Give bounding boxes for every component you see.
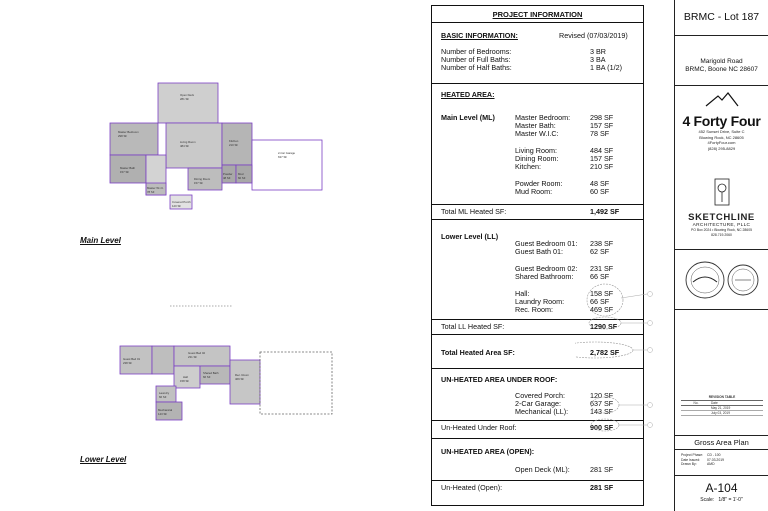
plan-label-mechanical: Mechanical: [158, 408, 173, 412]
main-room-label: Kitchen:: [515, 162, 541, 171]
revision-date: May 21, 2019: [711, 406, 731, 410]
half-baths-value: 1 BA (1/2): [590, 63, 622, 72]
main-room-value: 78 SF: [590, 129, 610, 138]
lower-room-value: 66 SF: [590, 272, 610, 281]
unheated-open-total-divider: [432, 480, 643, 481]
plan-label-master-bath: Master Bath: [120, 166, 136, 170]
room-guest-bath-01: [152, 346, 174, 374]
plan-area-mud: 60 SF: [238, 176, 246, 180]
lower-room-label: Guest Bedroom 02:: [515, 264, 578, 273]
firm1-line: (828) 295-8829: [707, 145, 736, 151]
plan-label-dining: Dining Room: [194, 177, 211, 181]
lower-room-value: 62 SF: [590, 247, 610, 256]
plan-area-wic: 78 SF: [147, 190, 155, 194]
plan-area-laundry: 66 SF: [159, 395, 167, 399]
plan-area-living: 484 SF: [180, 144, 190, 148]
revision-no: [681, 406, 711, 410]
revision-no: [681, 411, 711, 415]
stamp-area: [675, 250, 768, 310]
plan-area-guest-bed-02: 231 SF: [188, 355, 198, 359]
firm1-name: 4 Forty Four: [682, 113, 761, 129]
drawn-value: AMD: [707, 462, 715, 467]
sheet-scale: Scale: 1/8" = 1'-0": [700, 497, 743, 503]
seal-stamp-left: [686, 262, 724, 298]
plan-label-master-bedroom: Master Bedroom: [118, 130, 139, 134]
unheated-open-header-row: [432, 447, 643, 456]
title-block: [674, 0, 768, 511]
revision-tag-icon: [648, 403, 653, 408]
plan-area-master-bath: 157 SF: [120, 170, 130, 174]
main-room-label: Master Bath:: [515, 121, 556, 130]
revision-col-no: No.: [693, 401, 699, 405]
revision-tag-icon: [648, 423, 653, 428]
revision-heading: REVISION TABLE: [708, 395, 736, 399]
lower-room-value: 469 SF: [590, 305, 614, 314]
sheet-number-area: [675, 476, 768, 511]
plan-area-open-deck: 281 SF: [180, 97, 190, 101]
main-room-row: [432, 187, 643, 196]
plan-area-dining: 157 SF: [194, 181, 204, 185]
unheated-roof-value: 120 SF: [590, 391, 614, 400]
main-room-label: Living Room:: [515, 146, 557, 155]
issued-value: 07.03.2019: [707, 457, 724, 462]
revision-area: [675, 310, 768, 436]
plan-area-mechanical: 143 SF: [158, 412, 168, 416]
plan-label-wic: Master W.I.C.: [147, 186, 164, 190]
full-baths-value: 3 BA: [590, 55, 606, 64]
heated-area-divider: [432, 83, 643, 84]
revision-col-date: Date: [711, 401, 718, 405]
main-room-value: 157 SF: [590, 121, 614, 130]
total-ml-value: 1,492 SF: [590, 207, 620, 216]
plan-area-kitchen: 210 SF: [229, 143, 239, 147]
lower-level-label: Lower Level: [80, 455, 127, 464]
main-room-label: Master W.I.C:: [515, 129, 559, 138]
main-room-label: Powder Room:: [515, 179, 563, 188]
unheated-open-total-value: 281 SF: [590, 483, 614, 492]
plan-label-kitchen: Kitchen: [229, 139, 239, 143]
plan-label-open-deck: Open Deck: [180, 93, 194, 97]
professional-seal-stamps: [679, 255, 765, 305]
heated-header-row: [432, 90, 643, 99]
firm2-small: PO Box 2024 • Blowing Rock, NC 28605: [691, 228, 752, 232]
unheated-open-value: 281 SF: [590, 465, 614, 474]
main-room-value: 210 SF: [590, 162, 614, 171]
site-address: [675, 36, 768, 86]
main-room-value: 60 SF: [590, 187, 610, 196]
total-ml-divider: [432, 204, 643, 205]
firm1-line: Blowing Rock, NC 28605: [699, 134, 744, 140]
main-room-label: Mud Room:: [515, 187, 553, 196]
room-open-deck: [158, 83, 218, 123]
lower-room-label: Laundry Room:: [515, 297, 565, 306]
revision-tag-icon: [648, 348, 653, 353]
heated-area-heading: HEATED AREA:: [441, 90, 495, 99]
plan-area-rec-room: 469 SF: [235, 377, 245, 381]
revision-tag-icon: [648, 321, 653, 326]
total-heated-value: 2,782 SF: [590, 348, 620, 357]
unheated-roof-label: Mechanical (LL):: [515, 407, 569, 416]
plan-area-shared-bath: 66 SF: [203, 375, 211, 379]
main-level-plan: [110, 83, 322, 209]
issued-label: Date Issued:: [681, 457, 701, 462]
plan-area-hall-lower: 158 SF: [180, 379, 190, 383]
lower-room-row: [432, 247, 643, 256]
unheated-roof-heading: UN-HEATED AREA UNDER ROOF:: [441, 375, 558, 384]
main-room-label: Dining Room:: [515, 154, 559, 163]
main-room-row: [432, 162, 643, 171]
drawn-row: [681, 462, 768, 467]
main-level-heading: Main Level (ML): [441, 113, 495, 122]
lower-room-value: 158 SF: [590, 289, 614, 298]
lower-room-value: 231 SF: [590, 264, 614, 273]
room-garage: [252, 140, 322, 190]
plan-label-laundry: Laundry: [159, 391, 170, 395]
main-room-value: 157 SF: [590, 154, 614, 163]
unheated-open-row: [432, 465, 643, 474]
project-information-title: PROJECT INFORMATION: [432, 6, 643, 23]
bedrooms-label: Number of Bedrooms:: [441, 47, 512, 56]
revision-table: [681, 395, 763, 416]
plan-label-mud: Mud: [238, 172, 244, 176]
mountain-logo-icon: [702, 90, 742, 108]
main-room-value: 48 SF: [590, 179, 610, 188]
sketchline-logo-icon: [712, 177, 732, 207]
firm2-small: 828.719.2060: [711, 232, 732, 237]
total-ml-row: [432, 207, 643, 216]
revision-date: July 03, 2019: [711, 411, 730, 415]
plan-area-guest-bed-01: 238 SF: [123, 361, 133, 365]
phase-label: Project Phase:: [681, 453, 704, 457]
unheated-roof-total-label: Un-Heated Under Roof:: [441, 423, 517, 432]
unheated-roof-total-value: 900 SF: [590, 423, 614, 432]
main-room-value: 298 SF: [590, 113, 614, 122]
half-baths-label: Number of Half Baths:: [441, 63, 512, 72]
unheated-open-total-label: Un-Heated (Open):: [441, 483, 503, 492]
plan-label-porch: Covered Porch: [172, 200, 191, 204]
lower-room-label: Rec. Room:: [515, 305, 553, 314]
room-master-bedroom: [110, 123, 158, 155]
unheated-roof-label: 2-Car Garage:: [515, 399, 561, 408]
total-ll-value: 1290 SF: [590, 322, 618, 331]
lower-room-label: Guest Bath 01:: [515, 247, 563, 256]
total-heated-label: Total Heated Area SF:: [441, 348, 515, 357]
sheet-info: [675, 450, 768, 476]
plan-label-guest-bed-02: Guest Bed 02: [188, 351, 206, 355]
sheet-name: Gross Area Plan: [675, 436, 768, 450]
basic-info-header-row: [432, 31, 643, 40]
main-room-row: [432, 129, 643, 138]
firm2-name: SKETCHLINE: [688, 212, 755, 223]
plan-label-shared-bath: Shared Bath: [203, 371, 219, 375]
drawn-label: Drawn By:: [681, 462, 697, 467]
lower-room-value: 66 SF: [590, 297, 610, 306]
full-baths-label: Number of Full Baths:: [441, 55, 511, 64]
unheated-open-label: Open Deck (ML):: [515, 465, 570, 474]
main-level-label: Main Level: [80, 236, 121, 245]
basic-row: [432, 63, 643, 72]
firm1-line: 452 Sunset Drive, Suite C: [698, 129, 745, 134]
total-ll-label: Total LL Heated SF:: [441, 322, 505, 331]
revision-tag-icon: [648, 292, 653, 297]
lower-level-divider: [432, 219, 643, 220]
lower-room-label: Shared Bathroom:: [515, 272, 574, 281]
firm2-sub: ARCHITECTURE, PLLC: [692, 223, 751, 228]
room-rec-room: [230, 360, 260, 404]
firm1-line: 4FortyFour.com: [707, 140, 736, 146]
plan-area-porch: 120 SF: [172, 204, 182, 208]
plan-area-garage: 637 SF: [278, 155, 288, 159]
plan-label-guest-bed-01: Guest Bed 01: [123, 357, 141, 361]
lower-room-label: Guest Bedroom 01:: [515, 239, 578, 248]
plan-label-hall-lower: Hall: [183, 375, 188, 379]
unheated-roof-label: Covered Porch:: [515, 391, 565, 400]
deck-outline-lower: [260, 352, 332, 414]
plan-label-living: Living Room: [180, 140, 196, 144]
firm-sketchline: [675, 174, 768, 250]
unheated-roof-value: 637 SF: [590, 399, 614, 408]
unheated-roof-value: 143 SF: [590, 407, 614, 416]
revision-row: [681, 411, 763, 416]
main-room-value: 484 SF: [590, 146, 614, 155]
basic-info-heading: BASIC INFORMATION:: [441, 31, 518, 40]
total-ml-label: Total ML Heated SF:: [441, 207, 507, 216]
lower-room-value: 238 SF: [590, 239, 614, 248]
plan-area-powder: 48 SF: [223, 176, 231, 180]
revision-clouds: [575, 280, 665, 440]
bedrooms-value: 3 BR: [590, 47, 606, 56]
lower-level-heading: Lower Level (LL): [441, 232, 499, 241]
address-line-2: BRMC, Boone NC 28607: [685, 66, 758, 73]
unheated-open-heading: UN-HEATED AREA (OPEN):: [441, 447, 535, 456]
room-guest-bed-02: [174, 346, 230, 366]
project-name: BRMC - Lot 187: [675, 0, 768, 36]
lower-room-label: Hall:: [515, 289, 530, 298]
revised-date: Revised (07/03/2019): [559, 31, 628, 40]
sheet-number: A-104: [705, 481, 738, 495]
phase-value: CD - 100: [707, 453, 721, 457]
main-room-label: Master Bedroom:: [515, 113, 571, 122]
plan-label-garage: 2-Car Garage: [278, 151, 296, 155]
plan-label-powder: Powder: [223, 172, 233, 176]
unheated-open-total-row: [432, 483, 643, 492]
plan-label-rec-room: Rec. Room: [235, 373, 249, 377]
firm-4fortyfour: [675, 86, 768, 174]
address-line-1: Marigold Road: [700, 58, 743, 65]
room-living-room: [166, 123, 222, 168]
plan-area-master-bedroom: 298 SF: [118, 134, 128, 138]
lower-level-plan: [120, 306, 332, 420]
